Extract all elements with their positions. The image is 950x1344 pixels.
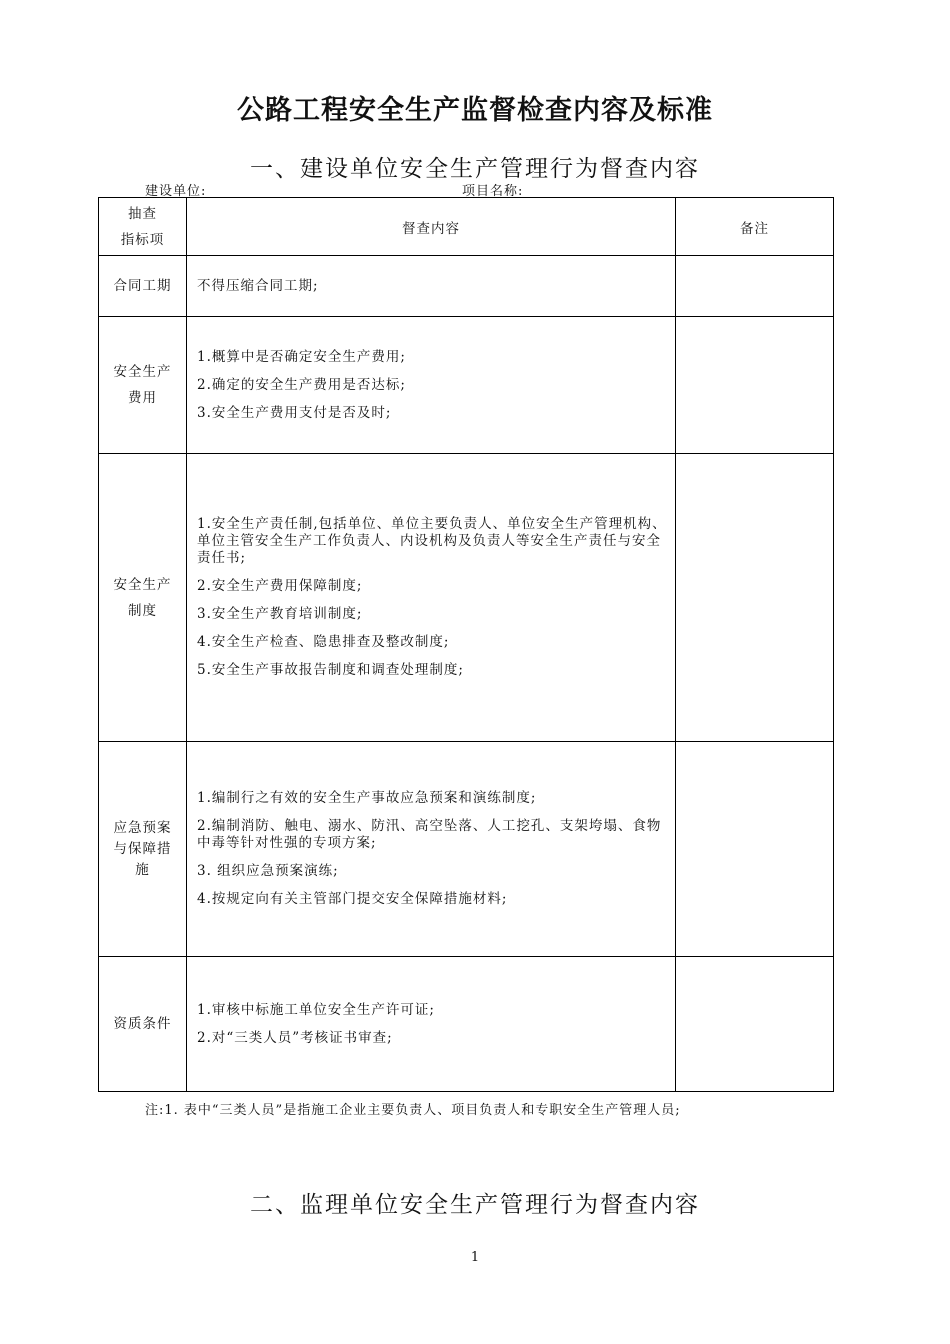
row-content xyxy=(187,317,676,454)
row-label-line: 安全生产 xyxy=(113,364,172,380)
content-item: 不得压缩合同工期; xyxy=(197,277,319,294)
table-row xyxy=(99,256,834,317)
header-remarks: 备注 xyxy=(676,198,834,256)
row-label-line: 制度 xyxy=(128,602,157,619)
content-item: 4.安全生产检查、隐患排查及整改制度; xyxy=(197,634,450,650)
remarks-cell xyxy=(676,742,834,957)
table-row xyxy=(99,957,834,1092)
section-2-title: 二、监理单位安全生产管理行为督查内容 xyxy=(250,1192,700,1218)
row-label-line: 施 xyxy=(135,861,150,878)
row-label-contract-period: 合同工期 xyxy=(99,256,187,317)
project-name-label: 项目名称: xyxy=(462,184,524,199)
section-1-title: 一、建设单位安全生产管理行为督查内容 xyxy=(250,156,700,182)
content-item: 3.安全生产费用支付是否及时; xyxy=(197,404,392,421)
row-content xyxy=(187,742,676,957)
row-label-safety-system xyxy=(99,454,187,742)
content-item: 1.审核中标施工单位安全生产许可证; xyxy=(197,1001,435,1018)
table-note: 注:1. 表中“三类人员”是指施工企业主要负责人、项目负责人和专职安全生产管理人员; xyxy=(145,1103,681,1118)
row-label-emergency-plan xyxy=(99,742,187,957)
row-content xyxy=(187,256,676,317)
construction-unit-label: 建设单位: xyxy=(145,184,207,199)
row-content xyxy=(187,957,676,1092)
remarks-cell xyxy=(676,957,834,1092)
table-row xyxy=(99,317,834,454)
row-label-line: 费用 xyxy=(128,390,157,406)
row-label-line: 安全生产 xyxy=(113,576,172,593)
page-number: 1 xyxy=(470,1250,480,1265)
header-indicator-line1: 抽查 xyxy=(128,205,157,222)
content-item: 1.概算中是否确定安全生产费用; xyxy=(197,348,406,365)
table-row xyxy=(99,454,834,742)
content-item: 1.安全生产责任制,包括单位、单位主要负责人、单位安全生产管理机构、单位主管安全生产工作负责人、内设机构及负责人等安全生产责任与安全责任书; xyxy=(197,516,667,566)
content-item: 2.安全生产费用保障制度; xyxy=(197,578,363,594)
content-item: 2.编制消防、触电、溺水、防汛、高空坠落、人工挖孔、支架垮塌、食物中毒等针对性强的专项方案; xyxy=(197,818,662,851)
remarks-cell xyxy=(676,317,834,454)
content-item: 4.按规定向有关主管部门提交安全保障措施材料; xyxy=(197,891,508,907)
header-indicator xyxy=(99,198,187,256)
content-item: 1.编制行之有效的安全生产事故应急预案和演练制度; xyxy=(197,790,537,806)
content-item: 2.对“三类人员”考核证书审查; xyxy=(197,1029,393,1046)
content-item: 5.安全生产事故报告制度和调查处理制度; xyxy=(197,662,464,678)
content-item: 3. 组织应急预案演练; xyxy=(197,863,339,879)
row-label-qualification: 资质条件 xyxy=(99,957,187,1092)
row-label-line: 应急预案 xyxy=(113,819,172,836)
document-title: 公路工程安全生产监督检查内容及标准 xyxy=(237,95,713,126)
row-content xyxy=(187,454,676,742)
header-indicator-line2: 指标项 xyxy=(120,231,165,248)
remarks-cell xyxy=(676,256,834,317)
content-item: 3.安全生产教育培训制度; xyxy=(197,606,363,622)
header-content: 督查内容 xyxy=(187,198,676,256)
inspection-table xyxy=(98,197,834,1092)
remarks-cell xyxy=(676,454,834,742)
table-header-row xyxy=(99,198,834,256)
table-row xyxy=(99,742,834,957)
row-label-line: 与保障措 xyxy=(113,840,172,857)
row-label-safety-cost xyxy=(99,317,187,454)
content-item: 2.确定的安全生产费用是否达标; xyxy=(197,376,406,393)
